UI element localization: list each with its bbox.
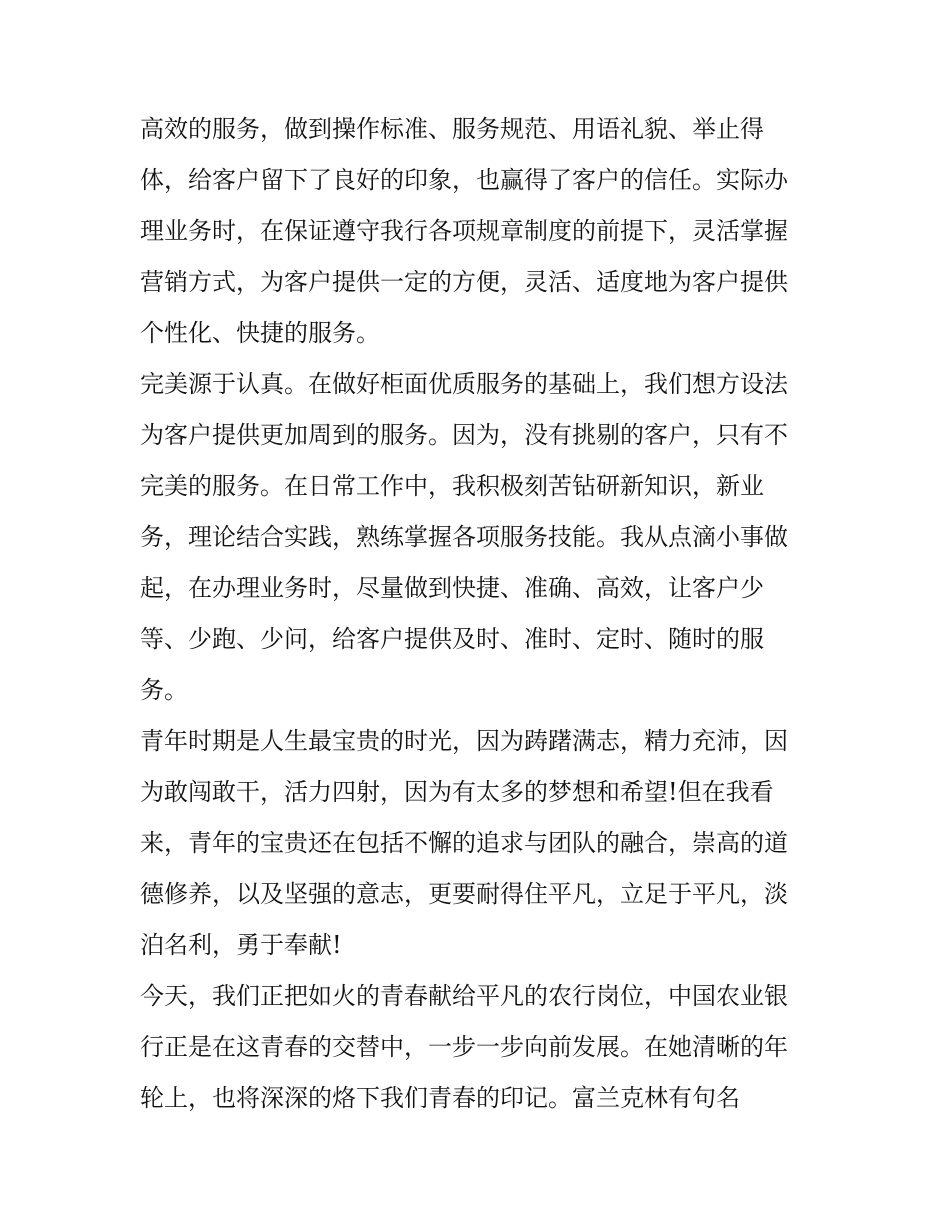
- text-line: 起，在办理业务时，尽量做到快捷、准确、高效，让客户少: [140, 574, 764, 602]
- text-line: 轮上，也将深深的烙下我们青春的印记。富兰克林有句名: [140, 1084, 740, 1112]
- text-line: 行正是在这青春的交替中，一步一步向前发展。在她清晰的年: [140, 1033, 788, 1061]
- text-line: 为敢闯敢干，活力四射，因为有太多的梦想和希望!但在我看: [140, 778, 774, 806]
- text-line: 务，理论结合实践，熟练掌握各项服务技能。我从点滴小事做: [140, 523, 788, 551]
- text-line: 个性化、快捷的服务。: [140, 319, 380, 347]
- text-line: 来，青年的宝贵还在包括不懈的追求与团队的融合，崇高的道: [140, 829, 788, 857]
- text-line: 理业务时，在保证遵守我行各项规章制度的前提下，灵活掌握: [140, 217, 788, 245]
- text-line: 等、少跑、少问，给客户提供及时、准时、定时、随时的服: [140, 625, 764, 653]
- text-line: 为客户提供更加周到的服务。因为，没有挑剔的客户，只有不: [140, 421, 788, 449]
- document-body: [140, 104, 812, 1124]
- text-line: 今天，我们正把如火的青春献给平凡的农行岗位，中国农业银: [140, 982, 788, 1010]
- text-line: 德修养，以及坚强的意志，更要耐得住平凡，立足于平凡，淡: [140, 880, 788, 908]
- text-line: 营销方式，为客户提供一定的方便，灵活、适度地为客户提供: [140, 268, 788, 296]
- text-line: 体，给客户留下了良好的印象，也赢得了客户的信任。实际办: [140, 166, 788, 194]
- text-line: 完美源于认真。在做好柜面优质服务的基础上，我们想方设法: [140, 370, 788, 398]
- text-line: 泊名利，勇于奉献!: [140, 931, 342, 959]
- text-line: 务。: [140, 676, 188, 704]
- text-line: 高效的服务，做到操作标准、服务规范、用语礼貌、举止得: [140, 115, 764, 143]
- text-line: 青年时期是人生最宝贵的时光，因为踌躇满志，精力充沛，因: [140, 727, 788, 755]
- text-line: 完美的服务。在日常工作中，我积极刻苦钻研新知识，新业: [140, 472, 764, 500]
